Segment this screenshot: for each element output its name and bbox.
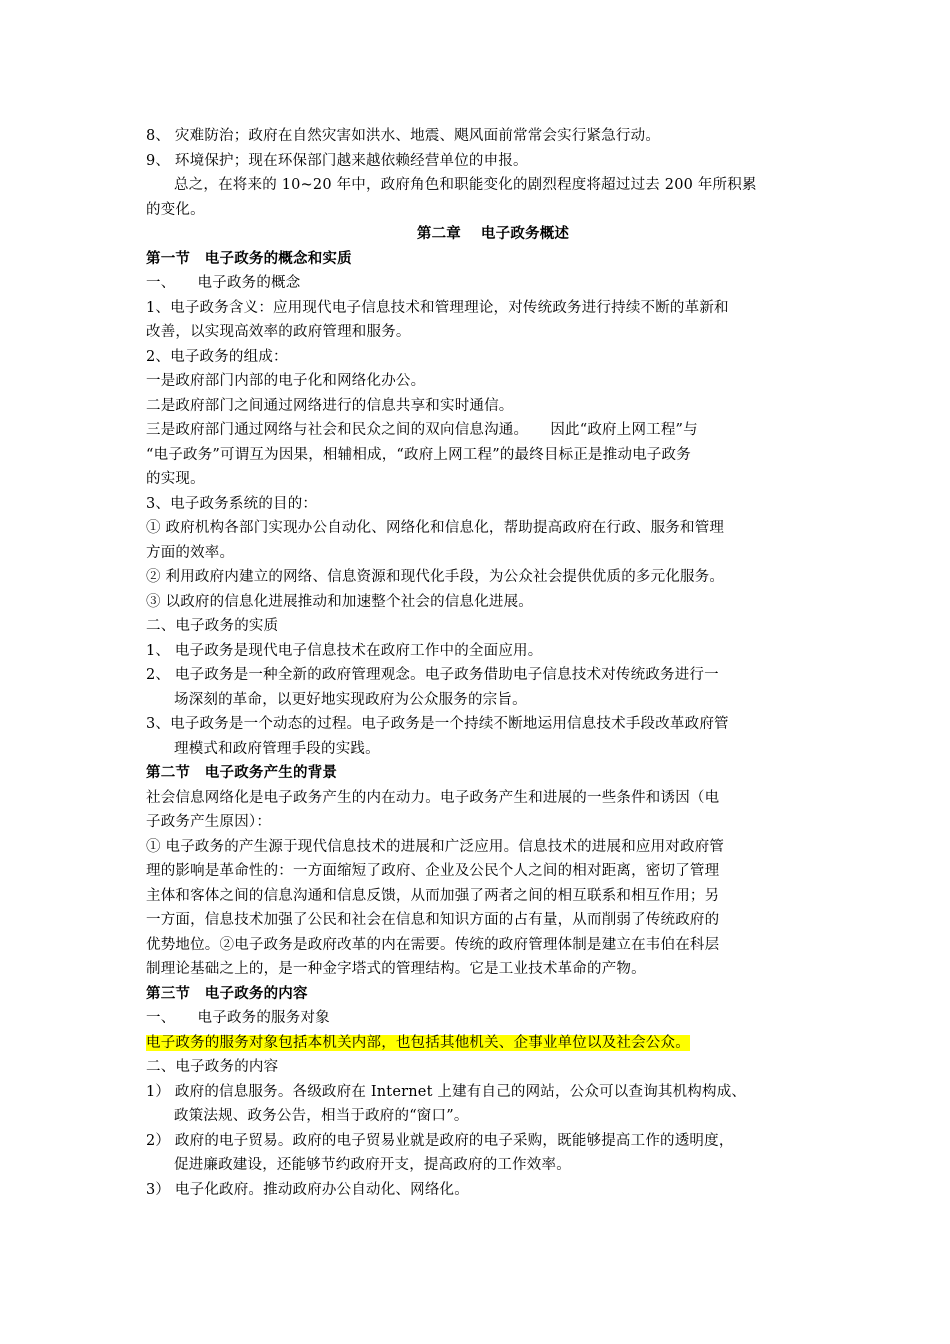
text-line: 8、 灾难防治；政府在自然灾害如洪水、地震、飓风面前常常会实行紧急行动。 bbox=[146, 128, 661, 144]
text-line: 子政务产生原因）： bbox=[146, 814, 272, 830]
text-line: 3、电子政务系统的目的： bbox=[146, 495, 318, 512]
text-line: 主体和客体之间的信息沟通和信息反馈，从而加强了两者之间的相互联系和相互作用；另 bbox=[146, 887, 720, 904]
text-line: 9、 环境保护；现在环保部门越来越依赖经营单位的申报。 bbox=[146, 152, 528, 169]
text-line: 促进廉政建设，还能够节约政府开支，提高政府的工作效率。 bbox=[174, 1157, 571, 1173]
text-line: 方面的效率。 bbox=[146, 544, 235, 561]
text-line: 改善，以实现高效率的政府管理和服务。 bbox=[146, 324, 411, 340]
text-line: 场深刻的革命，以更好地实现政府为公众服务的宗旨。 bbox=[174, 691, 527, 708]
text-line: 总之，在将来的 10~20 年中，政府角色和职能变化的剧烈程度将超过过去 200 年所积累 bbox=[174, 177, 757, 193]
text-line: 三是政府部门通过网络与社会和民众之间的双向信息沟通。 因此“政府上网工程”与 bbox=[146, 422, 698, 438]
document-body bbox=[146, 124, 810, 1202]
text-line: 的实现。 bbox=[146, 471, 205, 487]
text-line: 理的影响是革命性的：一方面缩短了政府、企业及公民个人之间的相对距离，密切了管理 bbox=[146, 863, 720, 879]
text-line: 1） 政府的信息服务。各级政府在 Internet 上建有自己的网站，公众可以查询其机构构成、 bbox=[146, 1083, 747, 1100]
text-line: 二是政府部门之间通过网络进行的信息共享和实时通信。 bbox=[146, 397, 514, 414]
text-line: ② 利用政府内建立的网络、信息资源和现代化手段，为公众社会提供优质的多元化服务。 bbox=[146, 569, 725, 585]
text-line bbox=[146, 1031, 810, 1056]
text-line: 2） 政府的电子贸易。政府的电子贸易业就是政府的电子采购，既能够提高工作的透明度， bbox=[146, 1132, 734, 1149]
text-line: 社会信息网络化是电子政务产生的内在动力。电子政务产生和进展的一些条件和诱因（电 bbox=[146, 789, 720, 806]
text-line: 制理论基础之上的，是一种金字塔式的管理结构。它是工业技术革命的产物。 bbox=[146, 961, 646, 977]
text-line: ① 政府机构各部门实现办公自动化、网络化和信息化，帮助提高政府在行政、服务和管理 bbox=[146, 520, 725, 536]
text-line: 第二章 电子政务概述 bbox=[416, 226, 570, 242]
text-line: 二、电子政务的内容 bbox=[146, 1059, 279, 1075]
text-line: 一、 电子政务的概念 bbox=[146, 275, 301, 291]
text-line: 理模式和政府管理手段的实践。 bbox=[174, 740, 380, 757]
text-line: 二、电子政务的实质 bbox=[146, 618, 279, 634]
text-line: “电子政务”可谓互为因果，相辅相成，“政府上网工程”的最终目标正是推动电子政务 bbox=[146, 446, 691, 463]
text-line: 一、 电子政务的服务对象 bbox=[146, 1010, 330, 1026]
text-line: 1、 电子政务是现代电子信息技术在政府工作中的全面应用。 bbox=[146, 642, 543, 659]
text-line: 3、电子政务是一个动态的过程。电子政务是一个持续不断地运用信息技术手段改革政府管 bbox=[146, 716, 729, 732]
text-line: 2、电子政务的组成： bbox=[146, 348, 288, 365]
text-line: 第一节 电子政务的概念和实质 bbox=[146, 250, 352, 267]
text-line: 的变化。 bbox=[146, 201, 205, 218]
text-line: 第二节 电子政务产生的背景 bbox=[146, 765, 338, 781]
text-line: 一是政府部门内部的电子化和网络化办公。 bbox=[146, 373, 426, 389]
text-line: ① 电子政务的产生源于现代信息技术的进展和广泛应用。信息技术的进展和应用对政府管 bbox=[146, 838, 725, 855]
text-line: 第三节 电子政务的内容 bbox=[146, 985, 308, 1002]
text-line: 一方面，信息技术加强了公民和社会在信息和知识方面的占有量，从而削弱了传统政府的 bbox=[146, 912, 720, 928]
text-line: 政策法规、政务公告，相当于政府的“窗口”。 bbox=[174, 1108, 469, 1124]
text-line: 3） 电子化政府。推动政府办公自动化、网络化。 bbox=[146, 1181, 469, 1198]
text-line: 2、 电子政务是一种全新的政府管理观念。电子政务借助电子信息技术对传统政务进行一 bbox=[146, 667, 719, 683]
highlighted-text: 电子政务的服务对象包括本机关内部，也包括其他机关、企事业单位以及社会公众。 bbox=[146, 1034, 690, 1051]
text-line: 优势地位。②电子政务是政府改革的内在需要。传统的政府管理体制是建立在韦伯在科层 bbox=[146, 936, 720, 953]
text-line: 1、电子政务含义：应用现代电子信息技术和管理理论，对传统政务进行持续不断的革新和 bbox=[146, 299, 729, 316]
text-line: ③ 以政府的信息化进展推动和加速整个社会的信息化进展。 bbox=[146, 593, 534, 610]
